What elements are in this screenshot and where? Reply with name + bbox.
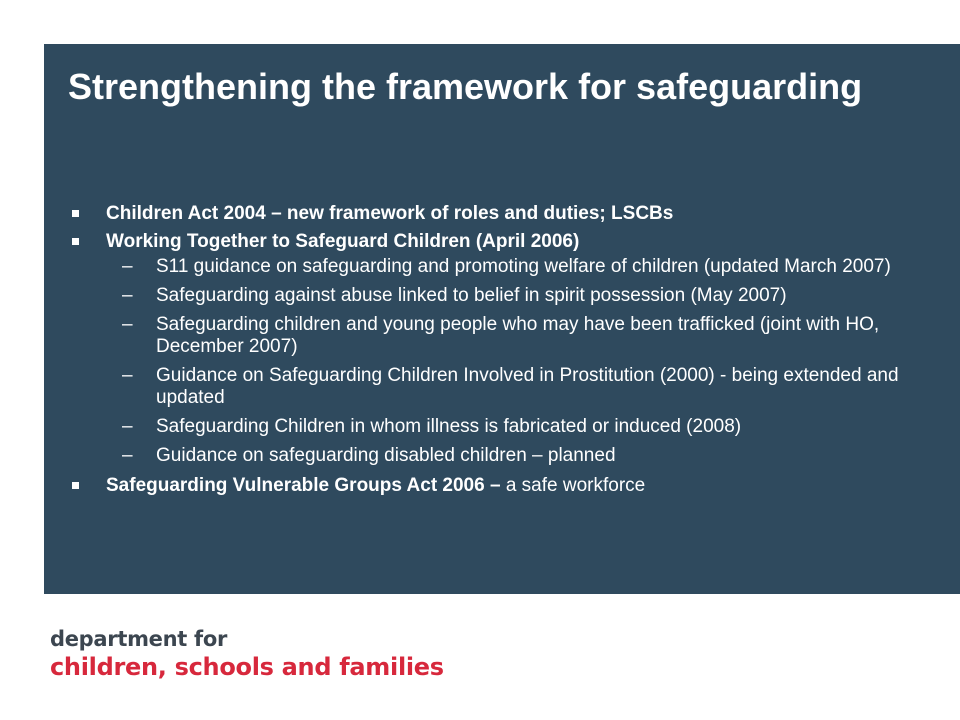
square-bullet-icon — [72, 238, 79, 245]
sub-bullet-text: Guidance on Safeguarding Children Involved in Prostitution (2000) - being extended and updated — [156, 365, 899, 408]
sub-bullet-text: Guidance on safeguarding disabled children – planned — [156, 445, 616, 466]
dcsf-logo — [50, 626, 444, 682]
sub-bullet-item — [106, 365, 918, 409]
sub-bullet-text: Safeguarding against abuse linked to belief in spirit possession (May 2007) — [156, 285, 787, 306]
logo-line-department: department for — [50, 627, 228, 651]
dash-marker: – — [122, 365, 133, 386]
square-bullet-icon — [72, 210, 79, 217]
square-bullet-icon — [72, 482, 79, 489]
slide-title: Strengthening the framework for safeguarding — [68, 66, 863, 107]
dash-marker: – — [122, 285, 133, 306]
sub-bullet-text: Safeguarding children and young people who may have been trafficked (joint with HO, December 2007) — [156, 314, 880, 357]
sub-bullet-item — [106, 445, 918, 467]
bullet-item — [68, 202, 918, 226]
sub-bullet-item — [106, 285, 918, 307]
bullet-text: Children Act 2004 – new framework of roles and duties; LSCBs — [106, 203, 674, 224]
sub-bullet-list — [106, 256, 918, 467]
bullet-list — [68, 202, 918, 502]
sub-bullet-item — [106, 314, 918, 358]
sub-bullet-item — [106, 256, 918, 278]
dash-marker: – — [122, 256, 133, 277]
sub-bullet-text: Safeguarding Children in whom illness is fabricated or induced (2008) — [156, 416, 742, 437]
sub-bullet-text: S11 guidance on safeguarding and promoting welfare of children (updated March 2007) — [156, 256, 891, 277]
sub-bullet-item — [106, 416, 918, 438]
bullet-text: Working Together to Safeguard Children (April 2006) — [106, 231, 580, 252]
dash-marker: – — [122, 416, 133, 437]
bullet-text: Safeguarding Vulnerable Groups Act 2006 – — [106, 475, 501, 496]
dash-marker: – — [122, 314, 133, 335]
bullet-text-tail: a safe workforce — [500, 475, 646, 496]
bullet-item — [68, 474, 918, 498]
bullet-item — [68, 230, 918, 467]
dash-marker: – — [122, 445, 133, 466]
logo-line-children-schools-families: children, schools and families — [50, 653, 444, 681]
